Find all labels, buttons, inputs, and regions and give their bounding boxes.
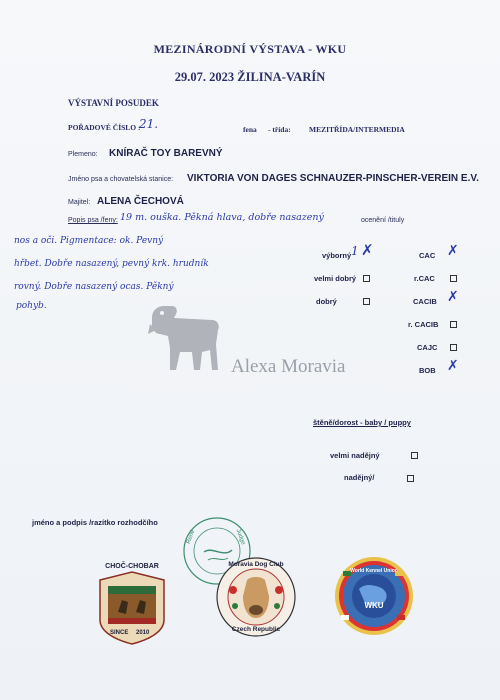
judge-stamp-right: Judge — [234, 528, 246, 546]
grade-good-label: dobrý — [316, 297, 337, 306]
document-date-place: 29.07. 2023 ŽILINA-VARÍN — [174, 70, 326, 84]
ratings-label: ocenění /tituly — [361, 217, 405, 224]
catalog-value: 21. — [139, 117, 159, 131]
description-line: hřbet. Dobře nasazený, pevný krk. hrudník — [14, 259, 209, 269]
puppy-promising-label: nadějný/ — [344, 473, 375, 482]
description-line: 19 m. ouška. Pěkná hlava, dobře nasazený — [120, 212, 324, 223]
wku-center-text: WKU — [364, 601, 384, 610]
choc-chobar-title: CHOČ-CHOBAR — [105, 563, 159, 570]
description-line: rovný. Dobře nasazený ocas. Pěkný — [14, 282, 174, 292]
description-line: pohyb. — [16, 301, 47, 311]
puppy-heading: štěně/dorost - baby / puppy — [313, 418, 411, 427]
class-value: MEZITŘÍDA/INTERMEDIA — [309, 125, 405, 134]
title-rcacib-label: r. CACIB — [408, 320, 439, 329]
form-heading: VÝSTAVNÍ POSUDEK — [68, 98, 159, 108]
judge-label: jméno a podpis /razítko rozhodčího — [32, 518, 158, 527]
title-bob-label: BOB — [419, 366, 436, 375]
moravia-dog-club-title: Moravia Dog Club — [228, 561, 284, 568]
title-rcac-label: r.CAC — [414, 274, 435, 283]
moravia-dog-club-logo — [215, 556, 297, 638]
choc-chobar-emblem-icon — [94, 562, 170, 646]
wku-ring-text: World Kennel Union — [350, 568, 398, 574]
title-cac-label: CAC — [419, 251, 436, 260]
title-rcac-checkbox[interactable] — [450, 275, 457, 282]
choc-chobar-logo — [94, 562, 170, 646]
wku-logo — [333, 555, 415, 637]
title-cacib-mark: ✗ — [447, 289, 459, 305]
grade-good-checkbox[interactable] — [363, 298, 370, 305]
description-line: nos a oči. Pigmentace: ok. Pevný — [14, 236, 164, 246]
class-label: - třída: — [268, 125, 291, 134]
choc-chobar-year: 2010 — [136, 630, 150, 636]
title-cacib-label: CACIB — [413, 297, 437, 306]
choc-chobar-since: SINCE — [110, 630, 129, 636]
title-bob-mark: ✗ — [447, 358, 459, 374]
puppy-promising-checkbox[interactable] — [407, 475, 414, 482]
puppy-very-promising-label: velmi nadějný — [330, 451, 380, 460]
owner-label: Majitel: — [68, 199, 91, 206]
catalog-label: POŘADOVÉ ČÍSLO : — [68, 123, 141, 132]
judge-stamp-left: René — [185, 529, 197, 545]
owner-value: ALENA ČECHOVÁ — [97, 196, 184, 207]
title-cajc-checkbox[interactable] — [450, 344, 457, 351]
dog-silhouette-icon — [146, 300, 226, 380]
breed-label: Plemeno: — [68, 151, 98, 158]
dog-name-label: Jméno psa a chovatelská stanice: — [68, 176, 174, 183]
watermark-text: Alexa Moravia — [231, 356, 346, 377]
breed-value: KNÍRAČ TOY BAREVNÝ — [109, 148, 223, 159]
grade-excellent-label: výborný — [322, 251, 352, 260]
grade-excellent-mark: ✗ — [361, 241, 374, 259]
title-cajc-label: CAJC — [417, 343, 438, 352]
title-cac-mark: ✗ — [447, 243, 459, 259]
dog-name-value: VIKTORIA VON DAGES SCHNAUZER-PINSCHER-VEREIN E.V. — [187, 173, 479, 184]
moravia-dog-club-country: Czech Republic — [231, 626, 281, 633]
grade-very-good-label: velmi dobrý — [314, 274, 357, 283]
grade-excellent-value: 1 — [351, 244, 359, 258]
document-title: MEZINÁRODNÍ VÝSTAVA - WKU — [153, 42, 347, 56]
sex-label: fena — [243, 125, 257, 134]
puppy-very-promising-checkbox[interactable] — [411, 452, 418, 459]
title-rcacib-checkbox[interactable] — [450, 321, 457, 328]
description-label: Popis psa /feny: — [68, 217, 118, 224]
grade-very-good-checkbox[interactable] — [363, 275, 370, 282]
